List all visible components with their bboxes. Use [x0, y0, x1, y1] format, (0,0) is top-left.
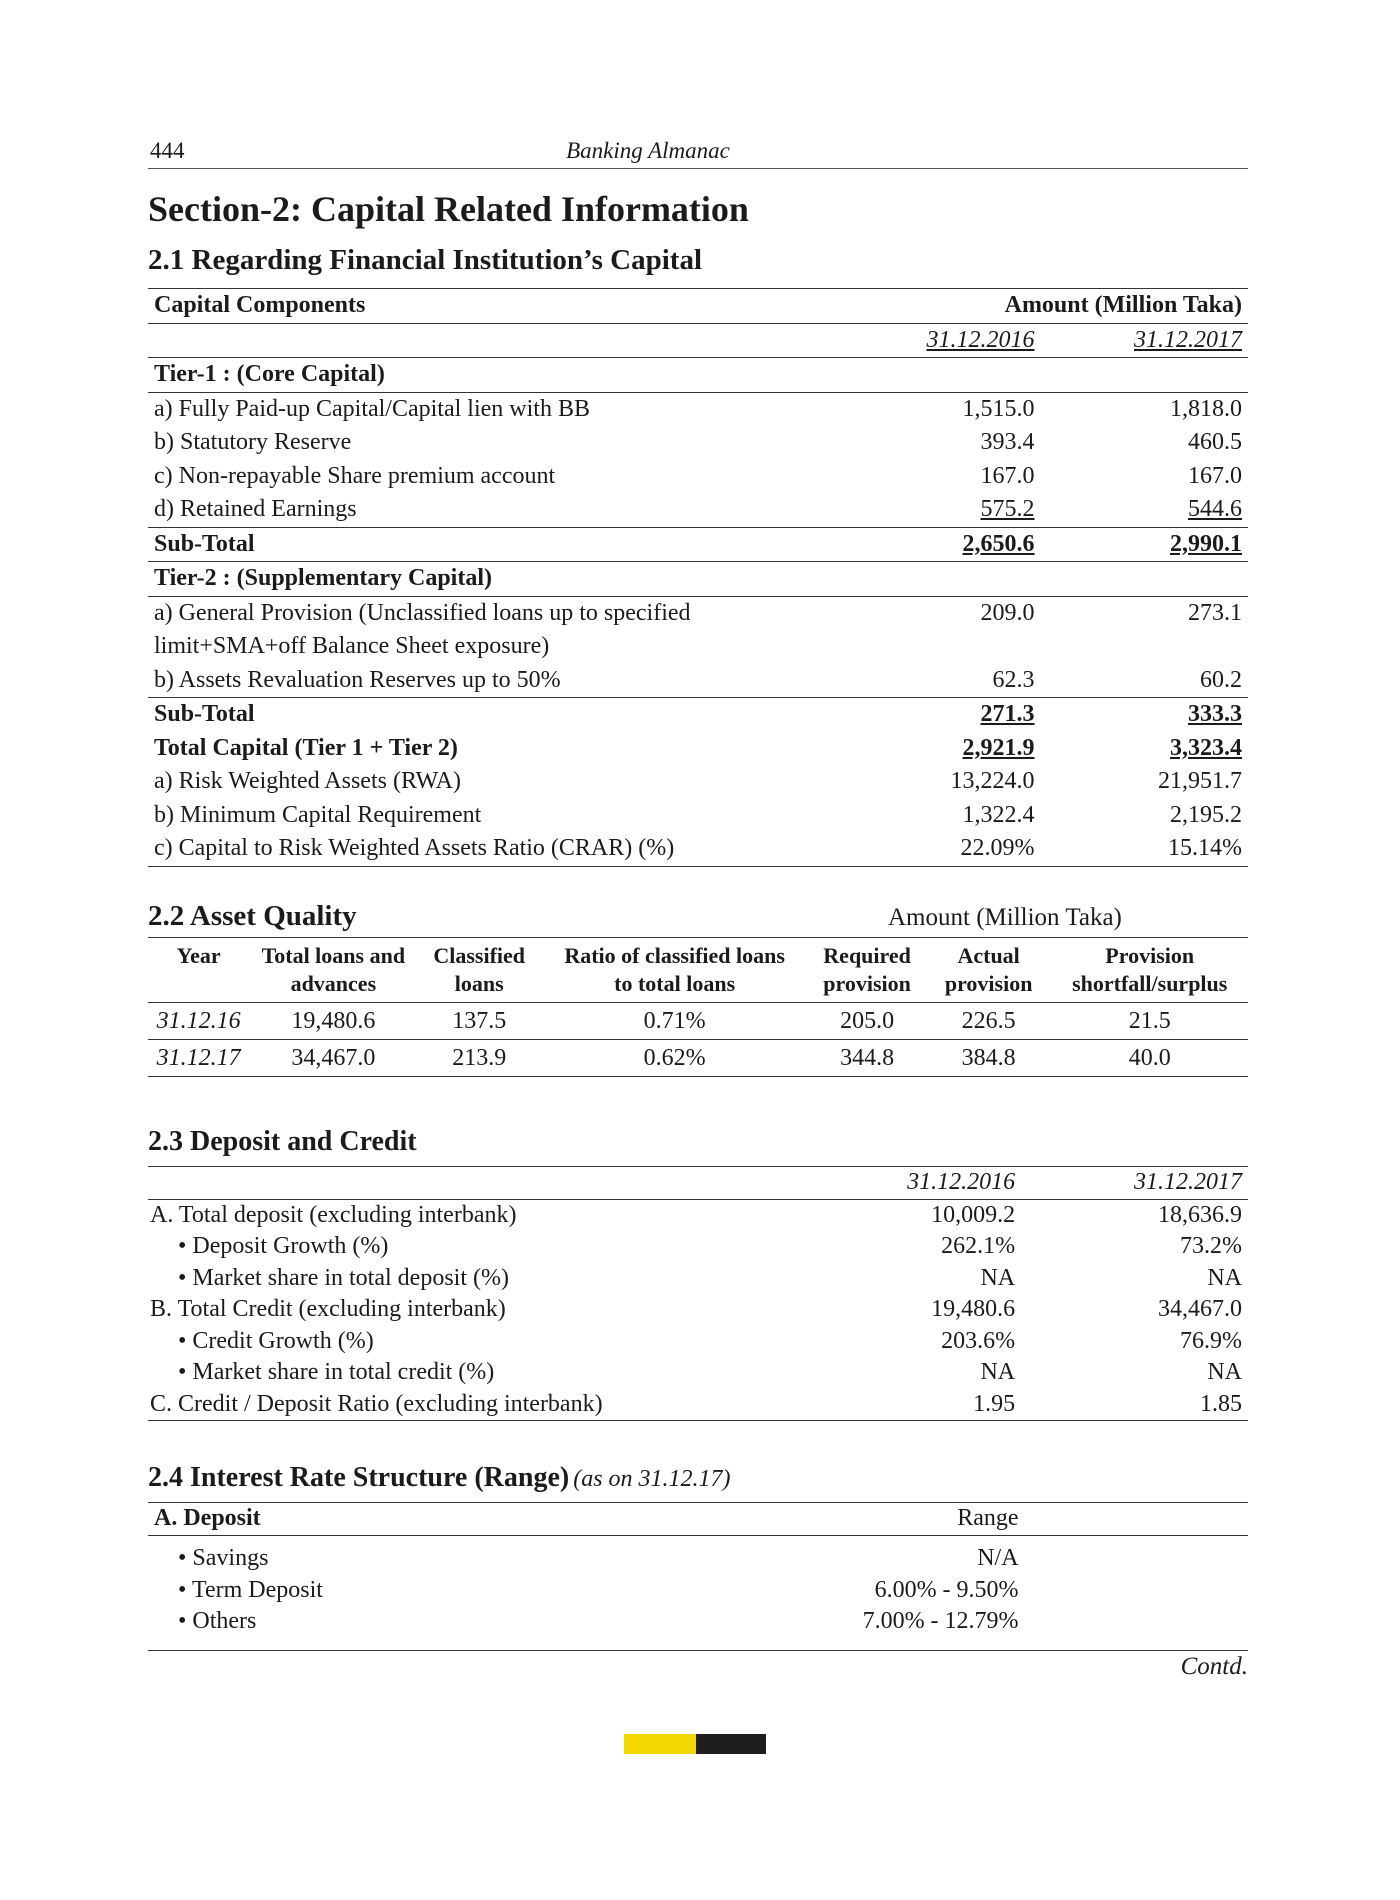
table-row [148, 1040, 1248, 1077]
table-row [148, 596, 1248, 664]
value-2017: 18,636.9 [1158, 1201, 1242, 1228]
row-label: c) Non-repayable Share premium account [154, 462, 556, 489]
subtotal-row [148, 698, 1248, 732]
row-label: b) Assets Revaluation Reserves up to 50% [154, 666, 561, 693]
row-label: b) Minimum Capital Requirement [154, 801, 482, 828]
section-title: Section-2: Capital Related Information [148, 189, 749, 229]
value-2016: 575.2 [980, 496, 1035, 522]
col-label-line2: to total loans [614, 971, 736, 996]
cell-shortfall: 21.5 [1128, 1008, 1171, 1034]
value-2016: 1,515.0 [962, 395, 1035, 422]
deposit-credit-heading: 2.3 Deposit and Credit [148, 1126, 417, 1157]
cell-ratio: 0.62% [643, 1045, 706, 1071]
table-row [148, 1326, 1248, 1358]
date-2016: 31.12.2016 [907, 1169, 1016, 1195]
capital-table-wrap [148, 288, 1248, 867]
value-2017: 460.5 [1188, 429, 1242, 455]
row-label: • Others [178, 1608, 257, 1634]
table-row [148, 832, 1248, 866]
date-2017: 31.12.2017 [1134, 326, 1242, 353]
value-2017: 2,990.1 [1170, 530, 1242, 557]
col-classified [417, 938, 541, 1003]
row-label: • Term Deposit [178, 1576, 323, 1603]
table-row [148, 392, 1248, 426]
row-label: d) Retained Earnings [154, 496, 357, 522]
value-2016: 1.95 [973, 1390, 1016, 1417]
table-row [148, 1231, 1248, 1263]
value-2017: 273.1 [1188, 599, 1242, 626]
col-label-line2: shortfall/surplus [1072, 971, 1228, 996]
col-label-line2: provision [944, 971, 1033, 996]
value-2016: 167.0 [980, 462, 1035, 489]
row-range: N/A [977, 1545, 1019, 1571]
cell-actual: 384.8 [961, 1045, 1016, 1071]
table-row [148, 1357, 1248, 1389]
interest-heading-note: (as on 31.12.17) [573, 1466, 731, 1492]
col-label-line2: provision [823, 971, 911, 996]
asset-quality-table [148, 937, 1248, 1077]
table-row [148, 460, 1248, 494]
table-row [148, 426, 1248, 460]
capital-table [148, 288, 1248, 867]
value-2017: 167.0 [1188, 462, 1242, 489]
table-row [148, 1606, 1248, 1650]
value-2017: 21,951.7 [1158, 768, 1242, 794]
row-label: a) Risk Weighted Assets (RWA) [154, 768, 461, 794]
table-row [148, 1294, 1248, 1326]
value-2016: 262.1% [941, 1233, 1016, 1259]
cell-classified: 213.9 [452, 1045, 507, 1071]
cell-required: 205.0 [840, 1008, 895, 1034]
value-2017: 73.2% [1180, 1233, 1242, 1259]
total-row [148, 732, 1248, 766]
value-2016: 271.3 [980, 701, 1035, 727]
row-label [148, 596, 833, 664]
row-label: A. Total deposit (excluding interbank) [150, 1201, 517, 1228]
table-row [148, 493, 1248, 527]
col-year [148, 938, 249, 1003]
value-2016: NA [980, 1359, 1016, 1385]
cell-classified: 137.5 [452, 1008, 507, 1034]
row-label: • Savings [178, 1545, 269, 1571]
value-2016: 22.09% [960, 835, 1035, 861]
value-2016: 2,921.9 [962, 734, 1035, 761]
row-label: Total Capital (Tier 1 + Tier 2) [154, 734, 458, 761]
interest-table-wrap [148, 1502, 1248, 1651]
page-number: 444 [150, 138, 185, 163]
table-row [148, 799, 1248, 833]
row-label-line1: a) General Provision (Unclassified loans up to specified [154, 599, 691, 626]
asset-quality-unit: Amount (Million Taka) [888, 904, 1122, 931]
cell-year: 31.12.17 [156, 1045, 241, 1071]
col-capital-components: Capital Components [154, 292, 366, 318]
value-2016: 62.3 [992, 666, 1035, 693]
deposit-credit-table-wrap [148, 1166, 1248, 1421]
value-2016: 203.6% [941, 1327, 1016, 1354]
col-total-loans [249, 938, 417, 1003]
col-deposit: A. Deposit [154, 1505, 261, 1531]
col-required [808, 938, 925, 1003]
col-label-line1: Actual [957, 943, 1020, 968]
value-2016: 209.0 [980, 599, 1035, 626]
row-label: • Market share in total deposit (%) [178, 1264, 509, 1291]
footer-bar-black [696, 1734, 766, 1754]
table-row [148, 1263, 1248, 1295]
subtotal-row [148, 527, 1248, 562]
value-2016: NA [980, 1264, 1016, 1291]
col-label-line1: Required [823, 943, 911, 968]
col-range: Range [957, 1505, 1019, 1531]
interest-heading-wrap [148, 1462, 1248, 1494]
date-2017: 31.12.2017 [1134, 1169, 1242, 1195]
value-2016: 2,650.6 [962, 530, 1035, 557]
row-label: b) Statutory Reserve [154, 429, 352, 455]
cell-actual: 226.5 [961, 1008, 1016, 1034]
value-2016: 13,224.0 [950, 768, 1035, 794]
running-title: Banking Almanac [566, 138, 730, 163]
row-range: 6.00% - 9.50% [874, 1576, 1019, 1603]
value-2016: 393.4 [980, 429, 1035, 455]
col-amount: Amount (Million Taka) [1004, 292, 1242, 318]
asset-quality-table-wrap [148, 937, 1248, 1077]
col-year-label: Year [176, 943, 221, 968]
value-2017: NA [1207, 1359, 1242, 1385]
deposit-credit-table [148, 1166, 1248, 1421]
interest-table [148, 1502, 1248, 1651]
col-shortfall [1051, 938, 1248, 1003]
value-2017: 2,195.2 [1170, 801, 1242, 828]
footer-bar-yellow [624, 1734, 696, 1754]
interest-heading: 2.4 Interest Rate Structure (Range) [148, 1462, 570, 1493]
cell-year: 31.12.16 [156, 1008, 241, 1034]
table-row [148, 1199, 1248, 1231]
value-2017: 1.85 [1200, 1390, 1242, 1417]
cell-total-loans: 19,480.6 [291, 1008, 376, 1034]
row-label: a) Fully Paid-up Capital/Capital lien with BB [154, 395, 590, 422]
col-ratio [541, 938, 808, 1003]
table-row [148, 765, 1248, 799]
cell-required: 344.8 [840, 1045, 895, 1071]
asset-quality-heading: 2.2 Asset Quality [148, 900, 357, 932]
table-row [148, 1003, 1248, 1040]
row-label: Sub-Total [154, 530, 255, 557]
value-2016: 1,322.4 [962, 801, 1035, 828]
cell-shortfall: 40.0 [1128, 1045, 1171, 1071]
tier2-title: Tier-2 : (Supplementary Capital) [154, 565, 492, 591]
value-2016: 10,009.2 [931, 1201, 1016, 1228]
continued-label: Contd. [1180, 1653, 1248, 1680]
col-label-line1: Ratio of classified loans [564, 943, 785, 968]
col-label-line1: Total loans and [261, 943, 406, 968]
row-label: c) Capital to Risk Weighted Assets Ratio (CRAR) (%) [154, 835, 675, 861]
table-row [148, 1543, 1248, 1575]
value-2017: 76.9% [1180, 1327, 1242, 1354]
row-label: • Market share in total credit (%) [178, 1359, 495, 1385]
row-label: • Deposit Growth (%) [178, 1233, 389, 1259]
row-label: Sub-Total [154, 701, 255, 727]
col-label-line2: advances [290, 971, 377, 996]
tier1-title: Tier-1 : (Core Capital) [154, 361, 385, 387]
col-label-line1: Classified [433, 943, 526, 968]
cell-total-loans: 34,467.0 [291, 1045, 376, 1071]
value-2017: 3,323.4 [1170, 734, 1242, 761]
value-2017: 15.14% [1168, 835, 1242, 861]
row-label: C. Credit / Deposit Ratio (excluding interbank) [150, 1390, 603, 1417]
col-label-line2: loans [454, 971, 504, 996]
row-label: • Credit Growth (%) [178, 1327, 374, 1354]
col-actual [926, 938, 1052, 1003]
cell-ratio: 0.71% [643, 1008, 706, 1034]
table-row [148, 1575, 1248, 1607]
running-header [148, 138, 1248, 169]
table-row [148, 1389, 1248, 1421]
value-2017: 544.6 [1188, 496, 1242, 522]
value-2017: 60.2 [1200, 666, 1242, 693]
row-range: 7.00% - 12.79% [862, 1608, 1019, 1634]
col-label-line1: Provision [1105, 943, 1195, 968]
row-label: B. Total Credit (excluding interbank) [150, 1296, 506, 1322]
value-2017: 333.3 [1188, 701, 1242, 727]
date-2016: 31.12.2016 [926, 326, 1035, 353]
row-label-line2: limit+SMA+off Balance Sheet exposure) [154, 633, 550, 659]
capital-heading: 2.1 Regarding Financial Institution’s Capital [148, 244, 703, 276]
value-2017: 1,818.0 [1170, 395, 1242, 422]
value-2017: 34,467.0 [1158, 1296, 1242, 1322]
value-2016: 19,480.6 [931, 1296, 1016, 1322]
value-2017: NA [1207, 1264, 1242, 1291]
table-row [148, 664, 1248, 698]
